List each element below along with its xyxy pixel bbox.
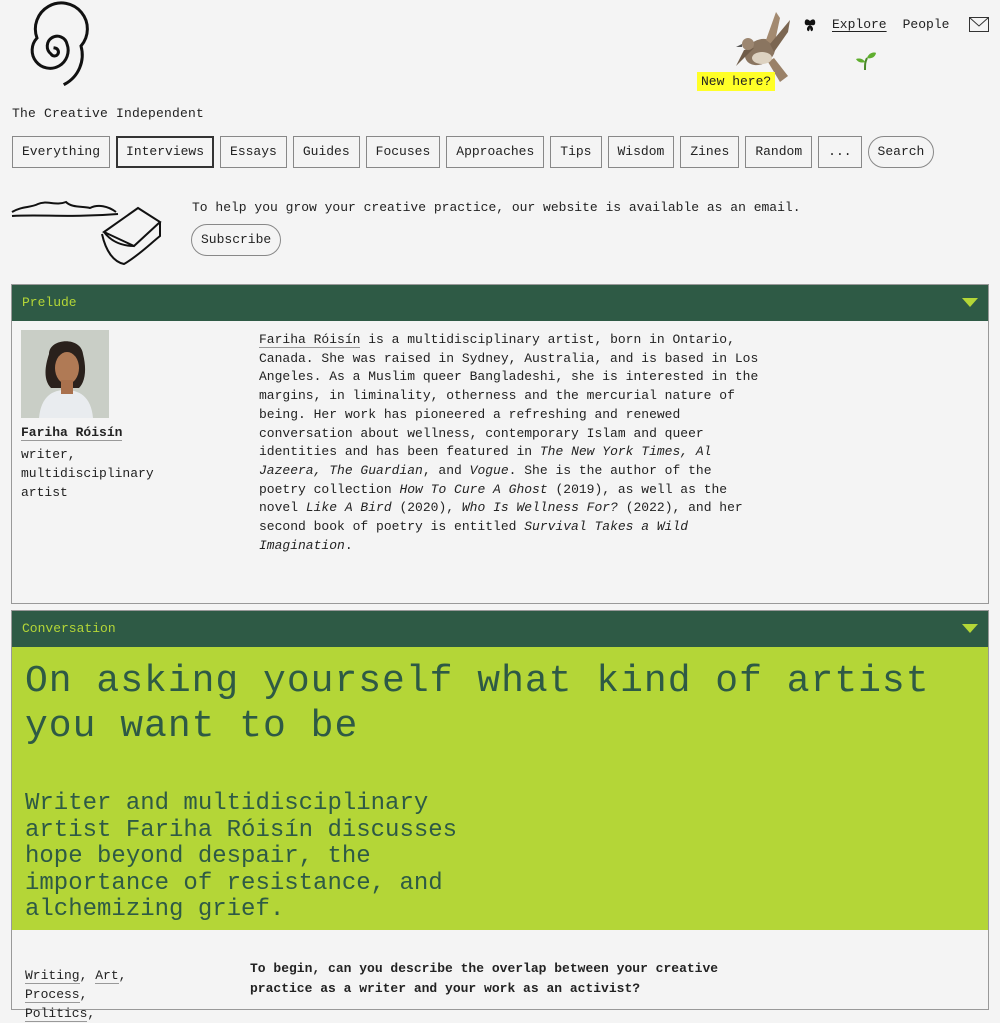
mail-icon[interactable] (969, 17, 989, 32)
tag-writing[interactable]: Writing (25, 968, 80, 983)
tab-interviews[interactable]: Interviews (116, 136, 214, 168)
spiral-logo-icon[interactable] (11, 12, 99, 92)
subscribe-button[interactable]: Subscribe (191, 224, 281, 256)
prelude-heading: Prelude (22, 295, 77, 310)
article-subtitle: Writer and multidisciplinary artist Fariha Róisín discusses hope beyond despair, the importance of resistance, and alchemizing grief. (25, 790, 458, 923)
chevron-down-icon[interactable] (962, 298, 978, 307)
prelude-header[interactable] (12, 285, 988, 321)
site-name[interactable]: The Creative Independent (12, 106, 205, 121)
sprout-icon (855, 50, 877, 72)
article-title: On asking yourself what kind of artist you want to be (25, 660, 930, 748)
interview-question: To begin, can you describe the overlap between your creative practice as a writer and your work as an activist? (250, 961, 719, 996)
butterfly-icon[interactable] (804, 18, 816, 32)
tab-guides[interactable]: Guides (293, 136, 360, 168)
tab-focuses[interactable]: Focuses (366, 136, 441, 168)
prelude-panel (11, 284, 989, 604)
tag-art[interactable]: Art (95, 968, 119, 983)
conversation-heading: Conversation (22, 621, 116, 636)
category-tabs (12, 136, 940, 168)
envelope-doodle-icon (10, 196, 164, 268)
subscribe-text: To help you grow your creative practice, our website is available as an email. (192, 200, 801, 215)
chevron-down-icon[interactable] (962, 624, 978, 633)
tab-tips[interactable]: Tips (550, 136, 601, 168)
article-hero (12, 647, 988, 930)
conversation-header[interactable] (12, 611, 988, 647)
tab-everything[interactable]: Everything (12, 136, 110, 168)
tag-list: Writing, Art, Process, Politics, (25, 968, 127, 1021)
tab-more[interactable]: ... (818, 136, 861, 168)
bio-text: Fariha Róisín is a multidisciplinary artist, born in Ontario, Canada. She was raised in Sydney, Australia, and is based in Los Angeles. As a Muslim queer Bangladeshi, she is interested in the margins, in liminality, otherness and the mercurial nature of being. Her work has pioneered a refreshing and renewed conversation about wellness, contemporary Islam and queer identities and has been featured in The New York Times, Al Jazeera, The Guardian, and Vogue. She is the author of the poetry collection How To Cure A Ghost (2019), as well as the novel Like A Bird (2020), Who Is Wellness For? (2022), and her second book of poetry is entitled Survival Takes a Wild Imagination. (259, 332, 759, 553)
tab-approaches[interactable]: Approaches (446, 136, 544, 168)
person-role: writer, multidisciplinary artist (21, 447, 154, 500)
portrait-image (21, 330, 109, 418)
new-here-badge[interactable]: New here? (697, 72, 775, 91)
tab-random[interactable]: Random (745, 136, 812, 168)
bio-name-link[interactable]: Fariha Róisín (259, 332, 361, 347)
conversation-panel (11, 610, 989, 1021)
top-nav (804, 17, 989, 32)
search-button[interactable]: Search (868, 136, 935, 168)
explore-link[interactable]: Explore (832, 17, 887, 32)
person-name[interactable]: Fariha Róisín (21, 425, 123, 440)
tag-process[interactable]: Process (25, 987, 80, 1002)
tab-essays[interactable]: Essays (220, 136, 287, 168)
tag-politics[interactable]: Politics (25, 1006, 88, 1021)
tab-wisdom[interactable]: Wisdom (608, 136, 675, 168)
tab-zines[interactable]: Zines (680, 136, 739, 168)
people-link[interactable]: People (902, 17, 950, 32)
